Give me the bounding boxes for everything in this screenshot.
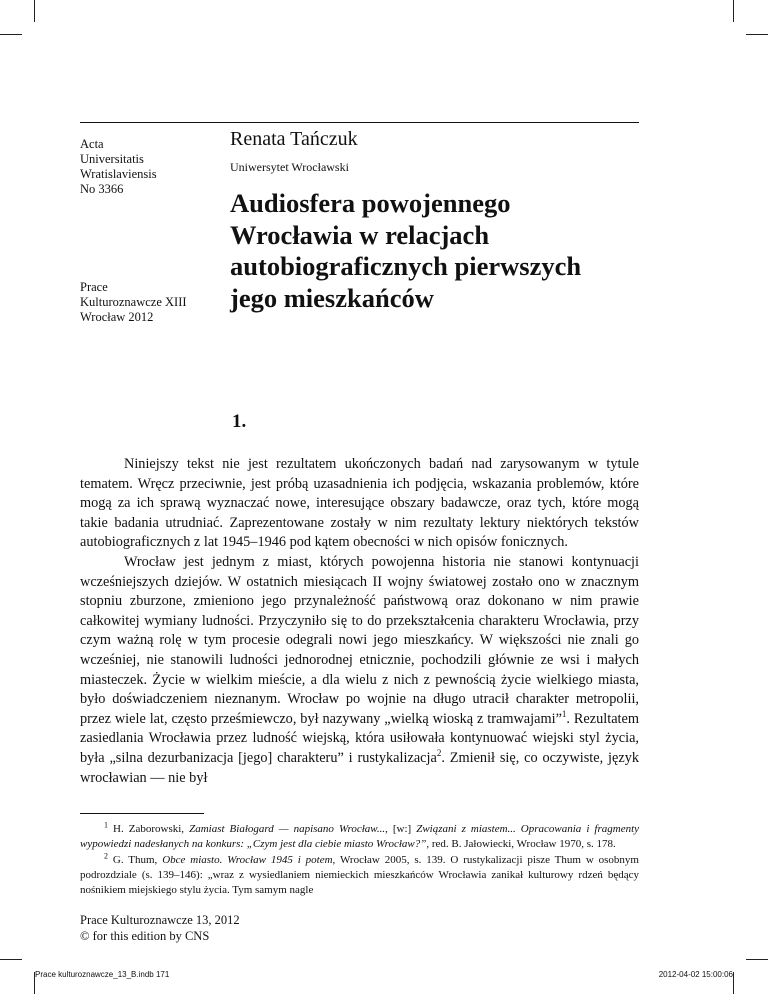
footnote-text: H. Zaborowski, bbox=[113, 823, 190, 835]
series-line: Kulturoznawcze XIII bbox=[80, 295, 187, 309]
paragraph-text: Wrocław jest jednym z miast, których powojenna historia nie stanowi kontynuacji wcześniejszych dziejów. W ostatnich miesiącach II wojny światowej zostało ono w znacznym stopniu zburzone, zmieniono jego przynależność państwową oraz dokonano w nim prawie całkowitej wymiany ludności. Przyczyniło się to do przekształcenia charakteru Wrocławia, przy czym ważną rolę w tym procesie odegrali nowi jego mieszkańcy. W większości nie znali go wcześniej, nie stanowili ludności jednorodnej etnicznie, pochodzili głównie ze wsi i małych miasteczek. Życie w wielkim mieście, a dla wielu z nich z pewnością życie wielkiego miasta, było doświadczeniem nieznanym. Wrocław po wojnie na długo utracił charakter metropolii, przez wiele lat, często prześmiewczo, był nazywany „wielką wioską z tramwajami” bbox=[80, 553, 639, 727]
imprint-line: Prace Kulturoznawcze 13, 2012 bbox=[80, 913, 240, 927]
footnote-ref[interactable]: 2 bbox=[436, 748, 442, 759]
crop-mark bbox=[733, 972, 734, 994]
paragraph-text: . Rezultatem zasiedlania Wrocławia przez ludność wiejską, która usiłowała kontynuować wiejski styl życia, była „silna dezurbanizacja [jego] charakteru” i rustykalizacja bbox=[80, 710, 639, 766]
title-line: Wrocławia w relacjach bbox=[230, 219, 490, 250]
crop-mark bbox=[746, 34, 768, 35]
header-rule bbox=[80, 122, 639, 123]
journal-line: Wratislaviensis bbox=[80, 167, 157, 181]
footnote bbox=[80, 850, 639, 899]
journal-line: No 3366 bbox=[80, 182, 124, 196]
crop-mark bbox=[0, 959, 22, 960]
footnote-title: Obce miasto. Wrocław 1945 i potem bbox=[162, 853, 333, 866]
title-line: Audiosfera powojennego bbox=[230, 188, 511, 218]
author-name: Renata Tańczuk bbox=[230, 128, 358, 150]
paragraph: Niniejszy tekst nie jest rezultatem ukończonych badań nad zarysowanym w tytule tematem. Wręcz przeciwnie, jest próbą uzasadnienia ich podjęcia, wskazania problemów, które mogą za ich sprawą wyznaczać nowe, interesujące obszary badawcze, oraz tych, które mogą takie badania utrudniać. Zaprezentowane zostały w nim rezultaty lektury niektórych tekstów autobiograficznych z lat 1945–1946 pod kątem obecności w nich opisów fonicznych. bbox=[80, 456, 639, 551]
title-line: autobiograficznych pierwszych bbox=[230, 251, 582, 281]
footnote-title: Zamiast Białogard — napisano Wrocław... bbox=[189, 823, 386, 835]
title-line: jego mieszkańców bbox=[230, 282, 434, 313]
body-text bbox=[80, 455, 639, 788]
footnote bbox=[80, 822, 639, 853]
footnotes bbox=[80, 822, 639, 898]
section-heading: 1. bbox=[232, 411, 247, 432]
crop-mark bbox=[733, 0, 734, 22]
article-title bbox=[230, 188, 650, 314]
copyright-line: © for this edition by CNS bbox=[80, 929, 210, 943]
paragraph-text: . Zmienił się, co oczywiste, język wrocławian — nie był bbox=[80, 749, 639, 786]
imprint bbox=[80, 912, 240, 944]
author-affiliation: Uniwersytet Wrocławski bbox=[230, 160, 349, 174]
series-line: Wrocław 2012 bbox=[80, 310, 154, 324]
footnote-rule bbox=[80, 813, 204, 814]
footnote-text: , [w:] bbox=[385, 823, 417, 835]
footnote-text: , red. B. Jałowiecki, Wrocław 1970, s. 178. bbox=[426, 838, 616, 851]
footnote-text: , Wrocław 2005, s. 139. O rustykalizacji pisze Thum w osobnym podrozdziale (s. 139–146): „wraz z wysiedlaniem niemieckich mieszkańców Wrocławia zanikał kulturowy rdzeń będący nośnikiem miejskiego stylu życia. Tym samym nagle bbox=[80, 853, 639, 897]
series-info bbox=[80, 280, 187, 325]
footnote-title: Związani z miastem... Opracowania i fragmenty wypowiedzi nadesłanych na konkurs: „Czym jest dla ciebie miasto Wrocław?” bbox=[80, 823, 640, 851]
journal-line: Universitatis bbox=[80, 152, 144, 166]
journal-info bbox=[80, 137, 157, 197]
footnote-ref[interactable]: 1 bbox=[561, 708, 567, 719]
print-slug-file: Prace kulturoznawcze_13_B.indb 171 bbox=[35, 970, 170, 979]
print-slug-timestamp: 2012-04-02 15:00:06 bbox=[658, 970, 733, 979]
series-line: Prace bbox=[80, 280, 108, 294]
crop-mark bbox=[0, 34, 22, 35]
footnote-number: 1 bbox=[104, 820, 108, 830]
footnote-text: G. Thum, bbox=[112, 853, 163, 866]
crop-mark bbox=[34, 0, 35, 22]
footnote-number: 2 bbox=[104, 850, 108, 860]
crop-mark bbox=[746, 959, 768, 960]
journal-line: Acta bbox=[80, 137, 104, 151]
paragraph bbox=[80, 553, 639, 788]
